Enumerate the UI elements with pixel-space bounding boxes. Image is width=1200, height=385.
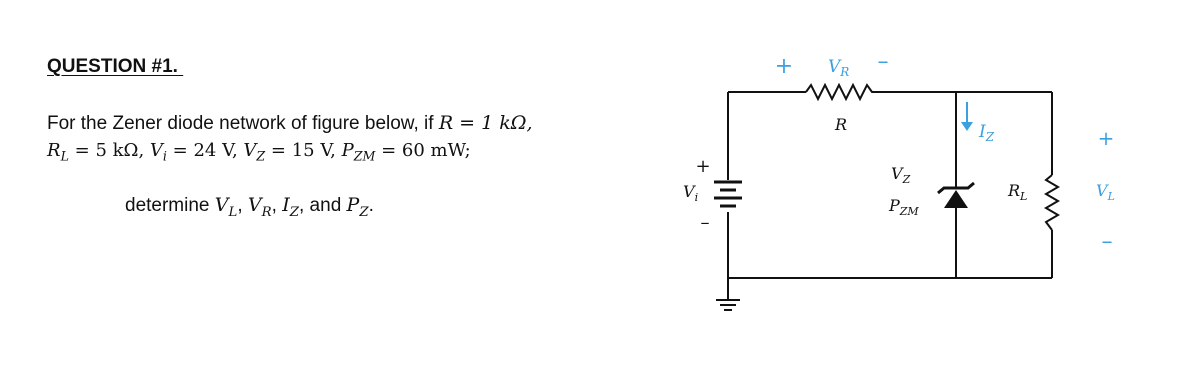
vr-plus-sign: + xyxy=(774,54,794,79)
vr-label: $V_R$ xyxy=(828,57,850,79)
iz-label: $I_Z$ xyxy=(979,122,995,144)
resistor-rl xyxy=(1046,175,1058,230)
given-value: $V_Z = 15$ V, xyxy=(243,140,342,164)
given-value: $V_i = 24$ V, xyxy=(149,140,244,164)
unknown-variable: $P_Z$. xyxy=(346,194,374,220)
vr-minus-sign: – xyxy=(877,49,889,74)
determine-text: determine xyxy=(125,195,215,216)
vl-label: $V_L$ xyxy=(1096,181,1115,203)
unknown-variable: $V_L$, xyxy=(214,194,248,220)
vi-plus-sign: + xyxy=(695,156,711,177)
r-label: R xyxy=(835,115,848,134)
pzm-label: $P_{ZM}$ xyxy=(889,196,919,218)
given-value: $R_L = 5$ kΩ, xyxy=(47,140,150,164)
unknown-variable: $V_R$, xyxy=(247,194,283,220)
question-title: QUESTION #1. xyxy=(47,56,184,77)
vl-plus-sign: + xyxy=(1097,126,1115,150)
zener-diode-icon xyxy=(944,190,968,208)
vi-label: $V_i$ xyxy=(683,182,699,204)
rl-label: $R_L$ xyxy=(1008,181,1028,203)
circuit-wires xyxy=(714,85,1058,310)
r-value: R = 1 kΩ, xyxy=(438,112,533,134)
given-value: $P_{ZM} = 60$ mW; xyxy=(341,140,471,164)
resistor-r xyxy=(806,85,876,99)
vi-minus-sign: – xyxy=(700,212,710,233)
problem-text: For the Zener diode network of figure below, if xyxy=(47,113,439,134)
vl-minus-sign: – xyxy=(1101,229,1113,254)
unknown-variable: $I_Z$, and xyxy=(282,194,347,220)
current-arrow-icon xyxy=(961,122,973,131)
vz-label: $V_Z$ xyxy=(891,164,911,186)
